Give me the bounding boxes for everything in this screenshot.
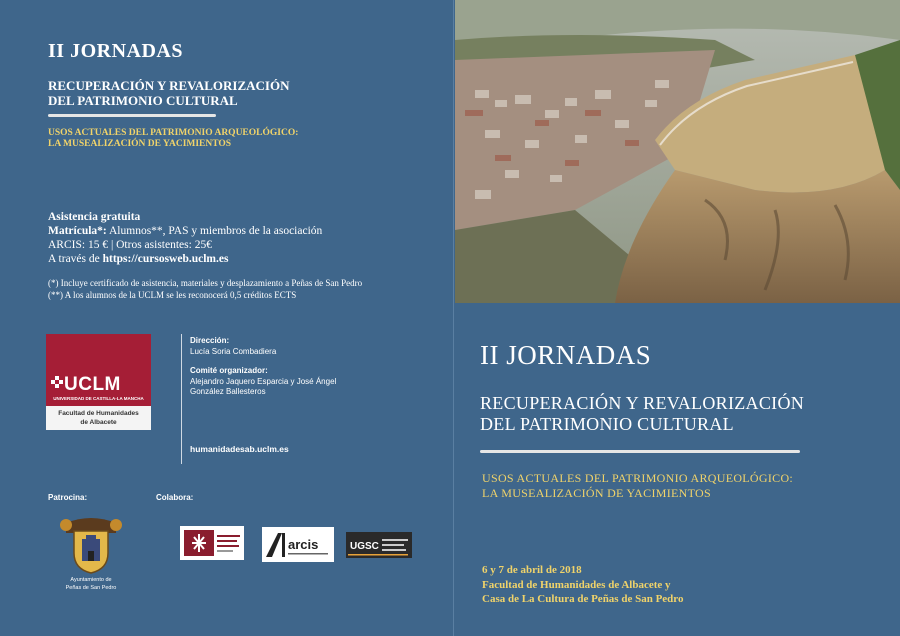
ayto-line2: Peñas de San Pedro <box>65 584 117 591</box>
uclm-subtitle: UNIVERSIDAD DE CASTILLA-LA MANCHA <box>53 396 144 401</box>
right-subtitle-line2: DEL PATRIMONIO CULTURAL <box>480 414 734 434</box>
prices: ARCIS: 15 € | Otros asistentes: 25€ <box>48 239 212 251</box>
right-theme-line2: LA MUSEALIZACIÓN DE YACIMIENTOS <box>482 486 711 500</box>
direction-block <box>190 336 430 398</box>
aerial-photo <box>455 0 900 303</box>
ugsc-wordmark: UGSC <box>350 541 379 552</box>
coat-of-arms-icon <box>58 513 124 575</box>
left-subtitle-line2: DEL PATRIMONIO CULTURAL <box>48 93 238 108</box>
faculty-line1: Facultad de Humanidades <box>58 410 139 417</box>
right-theme <box>482 471 793 501</box>
right-theme-line1: USOS ACTUALES DEL PATRIMONIO ARQUEOLÓGICO: <box>482 471 794 485</box>
footnote-2: (**) A los alumnos de la UCLM se les reconocerá 0,5 créditos ECTS <box>48 290 297 300</box>
brush-divider-right <box>480 450 800 453</box>
arcis-wordmark: arcis <box>288 537 319 552</box>
arcis-logo <box>262 527 334 562</box>
matricula-label: Matrícula*: <box>48 225 107 237</box>
website-link[interactable]: humanidadesab.uclm.es <box>190 444 289 454</box>
left-subtitle-line1: RECUPERACIÓN Y REVALORIZACIÓN <box>48 78 290 93</box>
ayuntamiento-label <box>48 577 134 592</box>
event-date: 6 y 7 de abril de 2018 <box>482 564 582 576</box>
left-theme-line2: LA MUSEALIZACIÓN DE YACIMIENTOS <box>48 139 232 149</box>
ugsc-logo <box>346 532 412 558</box>
registration-label: A través de <box>48 253 103 265</box>
event-details <box>482 563 683 607</box>
comite-line2: González Ballesteros <box>190 387 266 396</box>
patrocina-label: Patrocina: <box>48 493 88 502</box>
uclm-wordmark: UCLM <box>64 374 121 395</box>
left-subtitle <box>48 78 428 108</box>
instituto-estudios-logo <box>180 526 244 560</box>
director-name: Lucía Soria Combadiera <box>190 346 277 356</box>
right-subtitle-line1: RECUPERACIÓN Y REVALORIZACIÓN <box>480 393 805 413</box>
left-title: II JORNADAS <box>48 40 183 62</box>
faculty-label <box>46 406 151 430</box>
event-venue-line2: Casa de La Cultura de Peñas de San Pedro <box>482 593 684 605</box>
matricula-text: Alumnos**, PAS y miembros de la asociación <box>106 225 323 237</box>
event-venue-line1: Facultad de Humanidades de Albacete y <box>482 578 671 591</box>
colabora-label: Colabora: <box>156 493 194 502</box>
comite-line1: Alejandro Jaquero Esparcia y José Ángel <box>190 376 337 386</box>
comite-label: Comité organizador: <box>190 366 268 375</box>
footnote-1: (*) Incluye certificado de asistencia, materiales y desplazamiento a Peñas de San Pedro <box>48 278 363 288</box>
brush-divider <box>48 114 216 117</box>
direccion-label: Dirección: <box>190 336 230 345</box>
vertical-divider <box>181 334 182 464</box>
left-theme <box>48 128 428 150</box>
registration-link[interactable]: https://cursosweb.uclm.es <box>102 253 229 265</box>
right-title: II JORNADAS <box>480 340 652 370</box>
ayto-line1: Ayuntamiento de <box>70 577 112 583</box>
uclm-mark-icon <box>51 376 63 388</box>
attendance-info <box>48 210 438 266</box>
footnotes <box>48 277 448 301</box>
right-subtitle <box>480 393 804 435</box>
asistencia-heading: Asistencia gratuita <box>48 211 141 223</box>
faculty-line2: de Albacete <box>80 419 117 426</box>
uclm-logo <box>46 334 151 430</box>
left-theme-line1: USOS ACTUALES DEL PATRIMONIO ARQUEOLÓGICO: <box>48 128 299 138</box>
panel-divider <box>453 0 454 636</box>
